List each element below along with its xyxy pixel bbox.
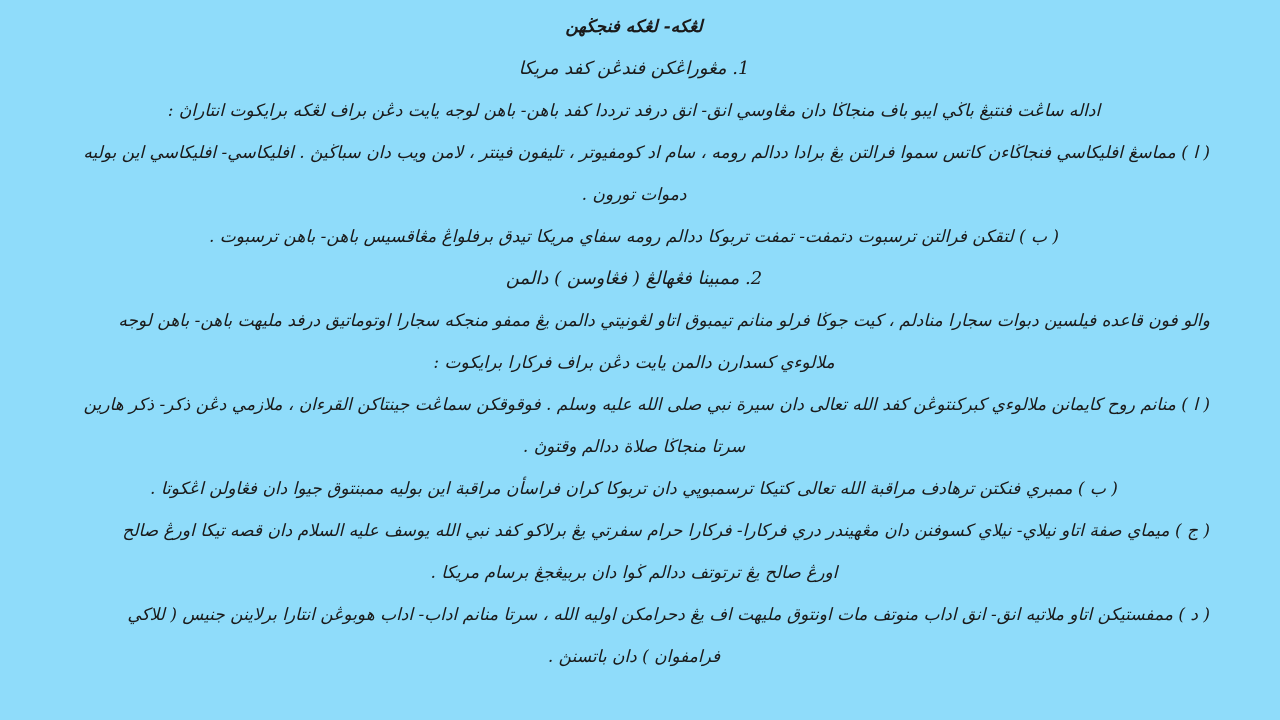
slide-title: لڠكه- لڠكه فنجڬهن [565,17,703,37]
section-2-intro-continued: ملالوءي كسدارن دالمن يايت دڠن براف فركارا برايكوت : [433,353,835,373]
section-1-intro: اداله ساڠت فنتيڠ باڬي ايبو باف منجاڬا دان مڠاوسي انق- انق درفد ترددا كفد باهن- باهن لوجه يايت دڠن براف لڠكه برايكوت انتاراڽ : [167,101,1101,121]
section-2-item-b: ( ب ) ممبري فنكتن ترهادف مراقبة الله تعالى كتيكا ترسمبوڽي دان تربوكا كران فراسأن مراقبة اين بوليه ممبنتوق جيوا دان فڠاولن اڠكوتا . [150,479,1118,499]
section-2-intro: والو فون قاعده فيلسين دبوات سجارا منادلم ، كيت جوڬا فرلو منانم تيمبوق اتاو لڠونيتي دالمن يڠ ممفو منجكه سجارا اوتوماتيق درفد مليهت باهن- باهن لوجه [118,311,1210,331]
section-2-item-d: ( د ) ممفستيكن اتاو ملاتيه انق- انق اداب منوتف مات اونتوق مليهت اف يڠ دحرامكن اوليه الله ، سرتا منانم اداب- اداب هوبوڠن انتارا برلاينن جنيس ( للاكي [127,605,1210,625]
section-2-item-a: ( ا ) منانم روح كايمانن ملالوءي كبركنتوڠن كفد الله تعالى دان سيرة نبي صلى الله عليه وسلم . فوقوقكن سماڠت جينتاكن القرءان ، ملازمي دڠن ذكر- ذكر هارين [83,395,1210,415]
section-1-item-a-continued: دموات تورون . [581,185,687,205]
section-2-heading: 2. ممبينا فڠهالڠ ( فڠاوسن ) دالمن [505,268,763,289]
section-2-item-c: ( ج ) ميماي صفة اتاو نيلاي- نيلاي كسوفنن دان مڠهيندر دري فركارا- فركارا حرام سفرتي يڠ برلاكو كفد نبي الله يوسف عليه السلام دان قصه تيكا اورڠ صالح [122,521,1210,541]
section-1-item-b: ( ب ) لتقكن فرالتن ترسبوت دتمفت- تمفت تربوكا ددالم رومه سفاي مريكا تيدق برفلواڠ مڠاقسيس باهن- باهن ترسبوت . [208,227,1060,247]
section-2-item-c-continued: اورڠ صالح يڠ ترتوتف ددالم ڬوا دان بربيڠجڠ برسام مريكا . [430,563,838,583]
section-2-item-d-continued: فرامفوان ) دان باتسنڽ . [547,647,721,667]
section-1-heading: 1. مڠوراڠكن فندڠن كفد مريكا [518,58,750,79]
section-1-item-a: ( ا ) مماسڠ افليكاسي فنجاڬاءن كاتس سموا فرالتن يڠ برادا ددالم رومه ، سام اد كومفيوتر ، تليفون فينتر ، لامن ويب دان سباڬيڽ . افليكاسي- افليكاسي اين بوليه [83,143,1210,163]
section-2-item-a-continued: سرتا منجاڬا صلاة ددالم وقتوڽ . [522,437,746,457]
